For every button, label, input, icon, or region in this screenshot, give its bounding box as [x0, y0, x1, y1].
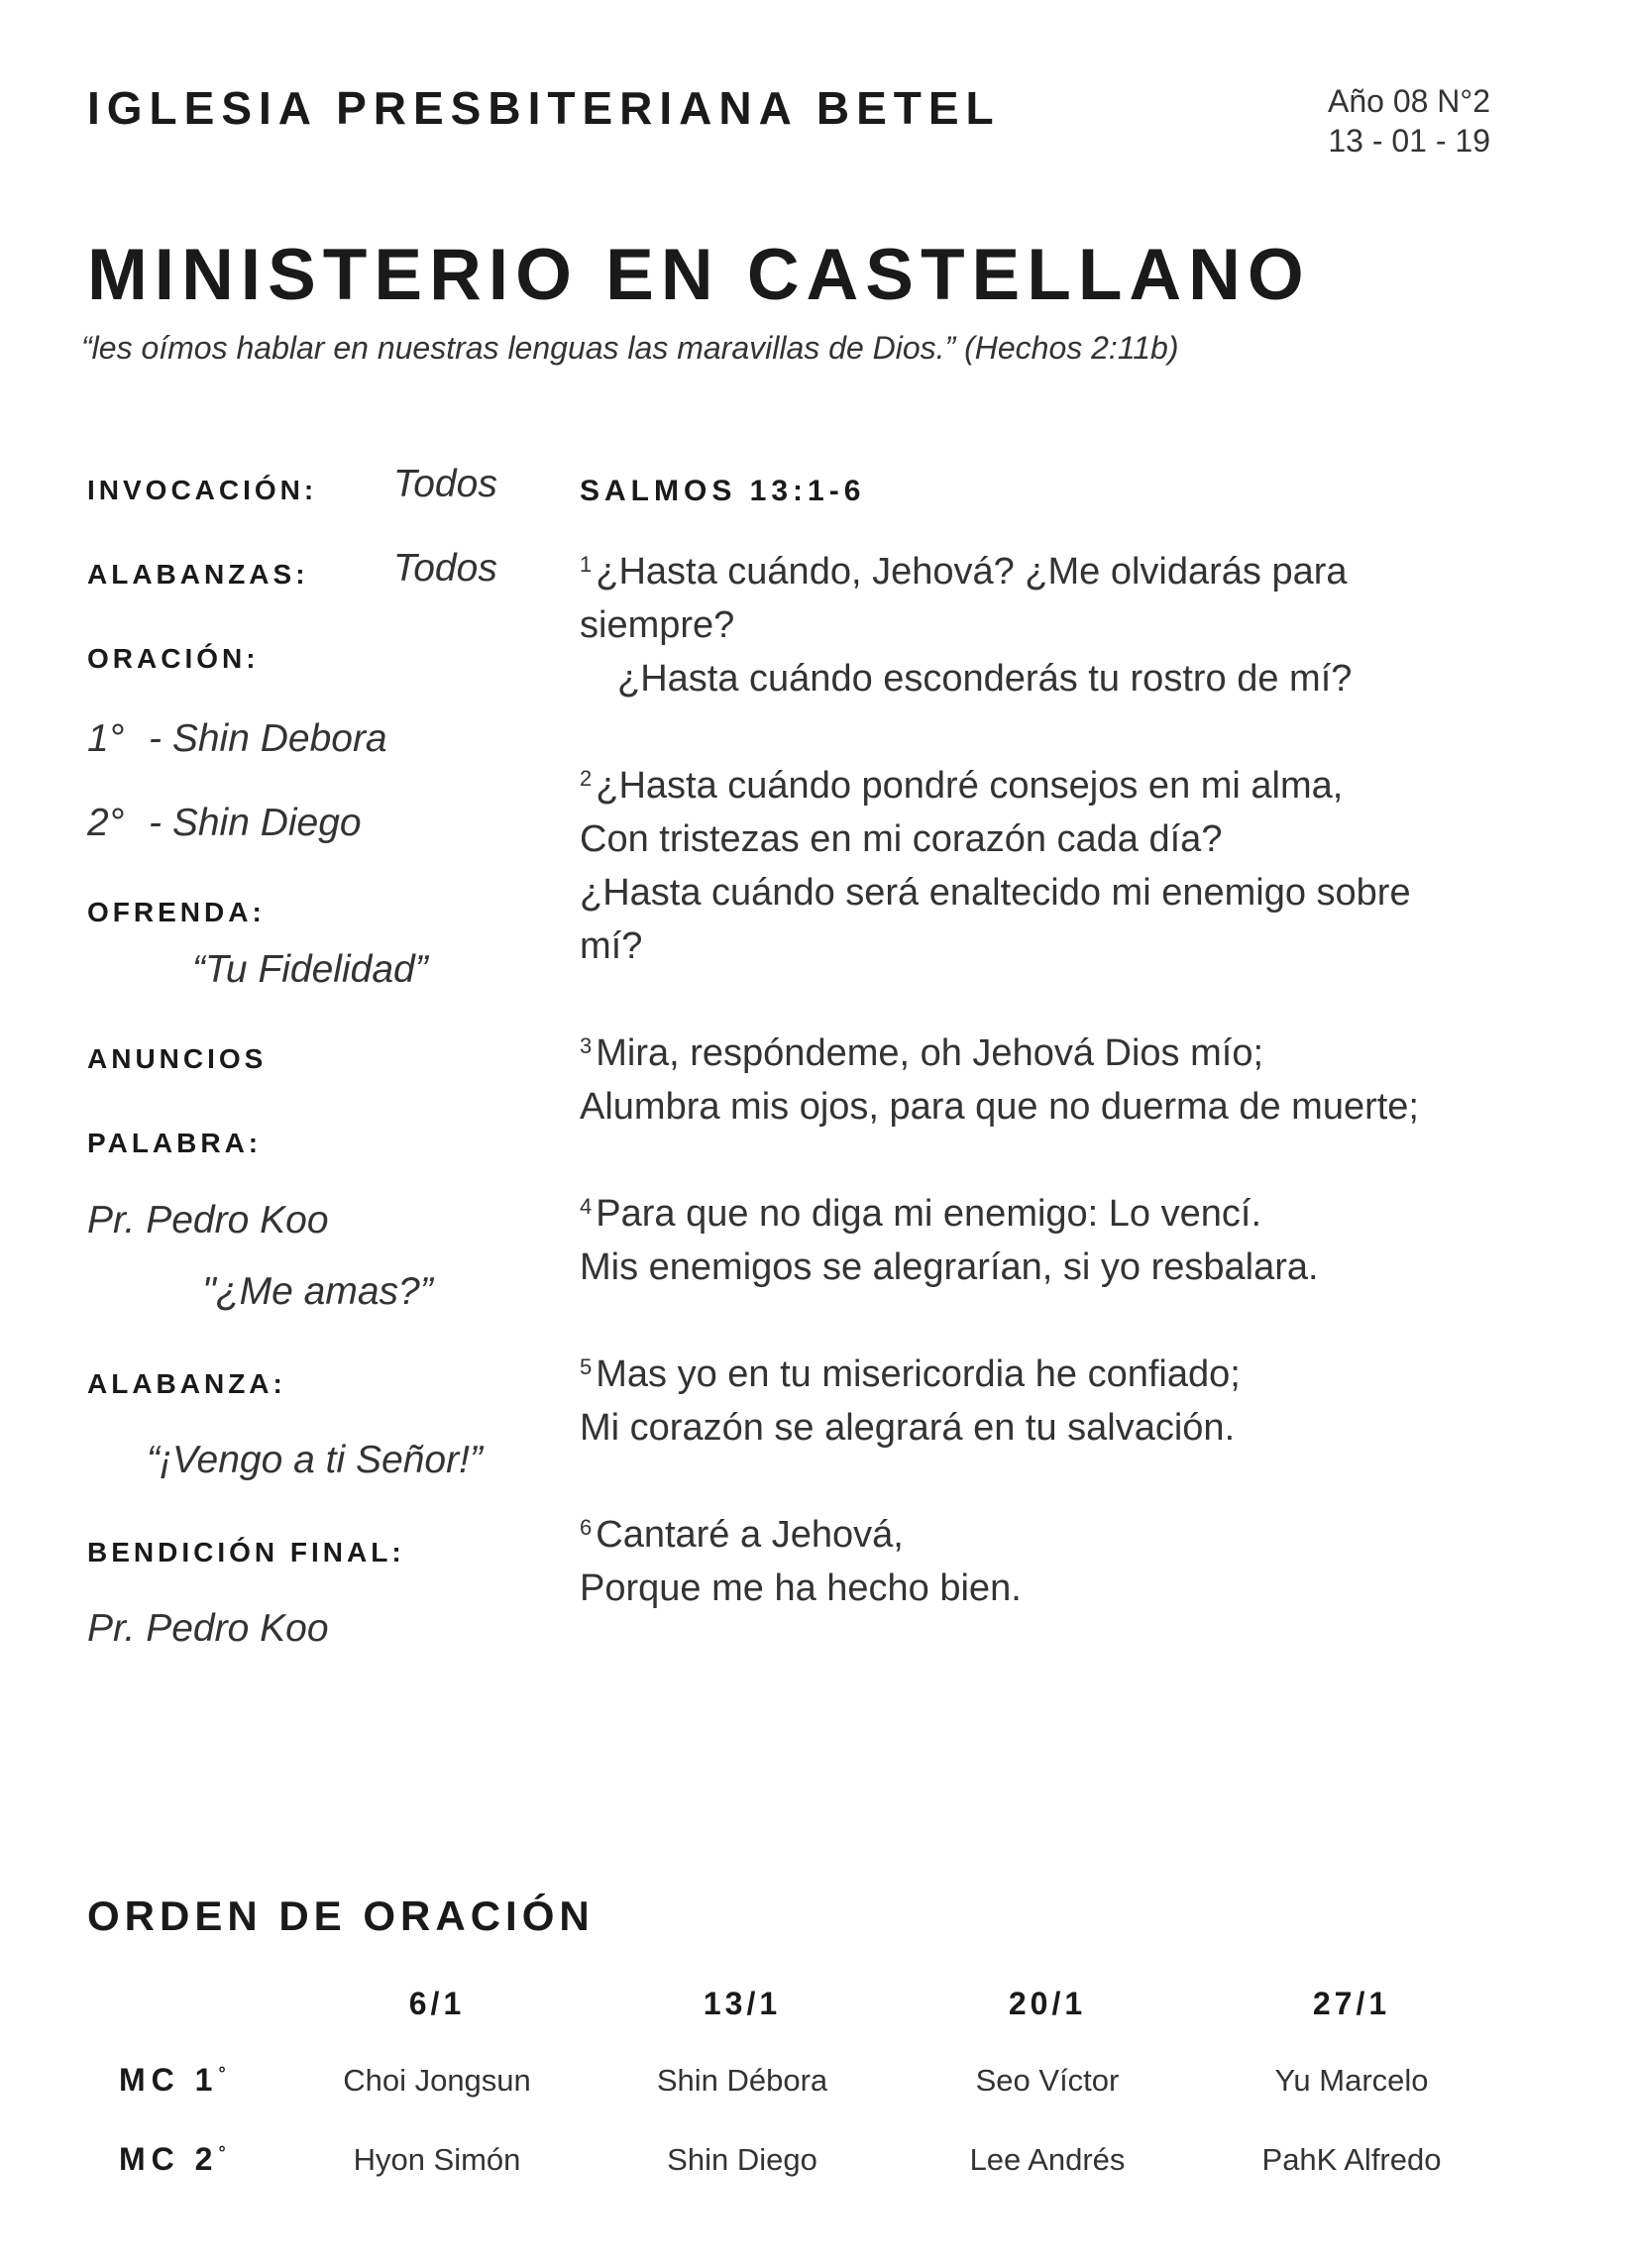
palabra-preacher: Pr. Pedro Koo — [87, 1199, 329, 1242]
verse-number: 3 — [580, 1033, 593, 1058]
prayer-order-title: ORDEN DE ORACIÓN — [87, 1892, 595, 1939]
table-cell: Lee Andrés — [969, 2142, 1126, 2177]
verse-2-line-4: mí? — [580, 925, 643, 967]
issue-number: Año 08 N°2 — [1327, 83, 1490, 119]
table-cell: Choi Jongsun — [343, 2063, 531, 2098]
row-label-mc1: MC 1° — [119, 2062, 226, 2098]
verse-6-line-1: $^6$ Cantaré a Jehová, — [580, 1514, 904, 1556]
bendicion-label: BENDICIÓN FINAL: — [87, 1537, 405, 1567]
verse-3-line-1: $^3$ Mira, respóndeme, oh Jehová Dios mío; — [580, 1032, 1264, 1074]
oracion-1-number: 1° — [87, 717, 125, 760]
verse-2-line-3: ¿Hasta cuándo será enaltecido mi enemigo sobre — [580, 872, 1411, 914]
oracion-label: ORACIÓN: — [87, 643, 260, 674]
oracion-2-name: - Shin Diego — [149, 802, 362, 844]
verse-4-line-2: Mis enemigos se alegrarían, si yo resbalara. — [580, 1246, 1319, 1288]
palabra-sermon-title: "¿Me amas?” — [202, 1270, 433, 1313]
alabanza-label: ALABANZA: — [87, 1368, 286, 1399]
verse-number: 4 — [580, 1194, 593, 1219]
invocacion-label: INVOCACIÓN: — [87, 475, 318, 505]
church-name: IGLESIA PRESBITERIANA BETEL — [87, 82, 1001, 134]
ofrenda-label: OFRENDA: — [87, 897, 266, 927]
verse-1-line-2: siempre? — [580, 604, 735, 646]
verse-4-line-1: $^4$ Para que no diga mi enemigo: Lo vencí. — [580, 1193, 1262, 1235]
verse-1-line-3: ¿Hasta cuándo esconderás tu rostro de mí? — [617, 658, 1353, 700]
column-date: 13/1 — [703, 1986, 782, 2021]
issue-info — [1328, 81, 1490, 161]
table-cell: Shin Diego — [667, 2142, 817, 2177]
verse-2-line-1: $^2$ ¿Hasta cuándo pondré consejos en mi alma, — [580, 765, 1344, 807]
verse-6-line-2: Porque me ha hecho bien. — [580, 1567, 1022, 1609]
alabanzas-value: Todos — [393, 547, 497, 590]
alabanza-value: “¡Vengo a ti Señor!” — [147, 1439, 483, 1481]
table-cell: Yu Marcelo — [1274, 2063, 1429, 2098]
bendicion-value: Pr. Pedro Koo — [87, 1607, 329, 1650]
verse-number: 2 — [580, 766, 593, 791]
column-date: 6/1 — [408, 1986, 466, 2021]
verse-2-line-2: Con tristezas en mi corazón cada día? — [580, 818, 1223, 860]
page-title: MINISTERIO EN CASTELLANO — [87, 235, 1311, 315]
oracion-2-number: 2° — [87, 802, 125, 844]
ofrenda-value: “Tu Fidelidad” — [192, 948, 428, 991]
invocacion-value: Todos — [393, 463, 497, 505]
verse-5-line-1: $^5$ Mas yo en tu misericordia he confiado; — [580, 1353, 1241, 1395]
motto-quote: “les oímos hablar en nuestras lenguas las maravillas de Dios.” (Hechos 2:11b) — [81, 330, 1179, 366]
column-date: 20/1 — [1008, 1986, 1087, 2021]
verse-number: 1 — [580, 552, 593, 577]
table-cell: PahK Alfredo — [1261, 2142, 1442, 2177]
psalm-title: SALMOS 13:1-6 — [580, 475, 866, 507]
palabra-label: PALABRA: — [87, 1128, 263, 1158]
verse-number: 5 — [580, 1354, 593, 1379]
row-label-mc2: MC 2° — [119, 2141, 226, 2177]
table-cell: Shin Débora — [656, 2063, 828, 2098]
verse-3-line-2: Alumbra mis ojos, para que no duerma de muerte; — [580, 1086, 1419, 1128]
anuncios-label: ANUNCIOS — [87, 1043, 268, 1074]
issue-date: 13 - 01 - 19 — [1328, 123, 1490, 159]
column-date: 27/1 — [1312, 1986, 1391, 2021]
verse-number: 6 — [580, 1515, 593, 1540]
verse-1-line-1: $^1$ ¿Hasta cuándo, Jehová? ¿Me olvidarás para — [580, 551, 1348, 593]
verse-5-line-2: Mi corazón se alegrará en tu salvación. — [580, 1407, 1236, 1449]
table-cell: Hyon Simón — [353, 2142, 521, 2177]
table-cell: Seo Víctor — [975, 2063, 1120, 2098]
oracion-1-name: - Shin Debora — [149, 717, 387, 760]
alabanzas-label: ALABANZAS: — [87, 559, 309, 590]
